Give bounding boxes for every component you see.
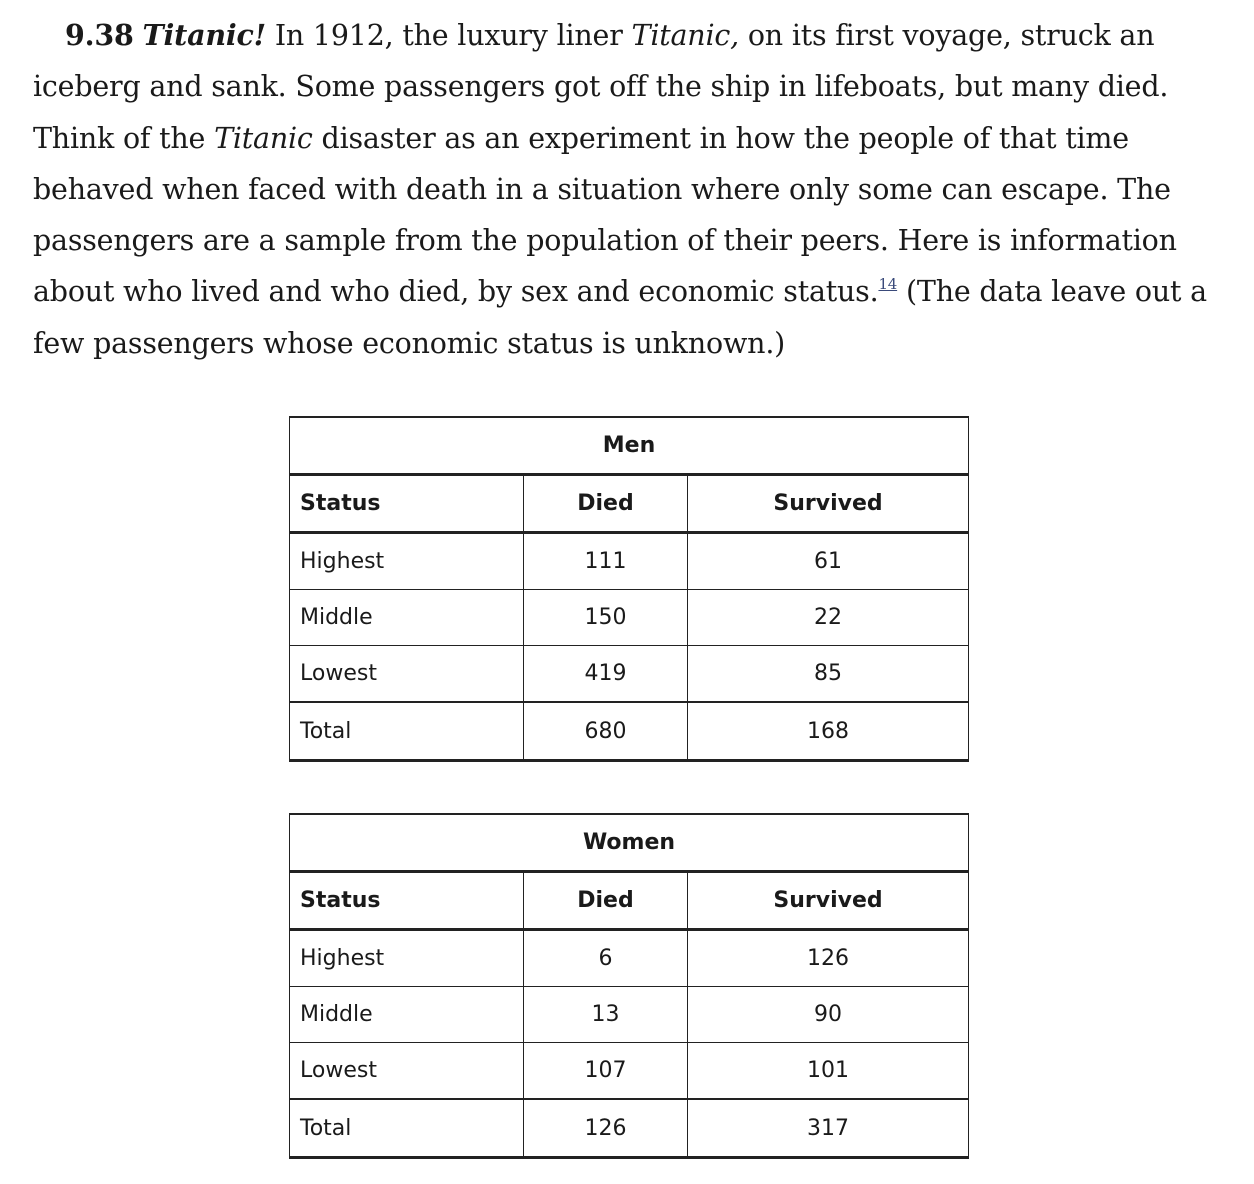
survived-cell: 61 (688, 533, 969, 590)
table-row (290, 930, 969, 987)
table-header-row (290, 475, 969, 533)
problem-text-segment: disaster as an experiment in how the people of that time behaved when faced with death in a situation where only some can escape. The passengers are a sample from the population of their peers. Here is information about who lived and who died, by sex and economic status. (33, 121, 1177, 309)
survived-cell: 101 (688, 1043, 969, 1100)
problem-title: Titanic! (142, 18, 266, 52)
column-header-survived: Survived (688, 872, 969, 930)
table-row (290, 533, 969, 590)
ship-name: Titanic, (631, 19, 739, 52)
survived-cell: 126 (688, 930, 969, 987)
died-cell: 107 (524, 1043, 688, 1100)
died-cell: 13 (524, 987, 688, 1043)
problem-text (33, 10, 1229, 369)
table-row (290, 646, 969, 703)
column-header-died: Died (524, 475, 688, 533)
column-header-died: Died (524, 872, 688, 930)
survived-cell: 22 (688, 590, 969, 646)
status-cell: Lowest (290, 1043, 524, 1100)
table-row (290, 1043, 969, 1100)
survived-cell: 317 (688, 1099, 969, 1158)
column-header-survived: Survived (688, 475, 969, 533)
women-table (289, 813, 969, 1159)
died-cell: 111 (524, 533, 688, 590)
group-header: Women (290, 814, 969, 872)
status-cell: Total (290, 1099, 524, 1158)
table-row (290, 987, 969, 1043)
total-row (290, 1099, 969, 1158)
died-cell: 6 (524, 930, 688, 987)
problem-text-segment: (The data leave out a few passengers whose economic status is unknown.) (33, 275, 1207, 360)
men-table (289, 416, 969, 762)
status-cell: Middle (290, 590, 524, 646)
table-row (290, 590, 969, 646)
table-group-row (290, 417, 969, 475)
status-cell: Middle (290, 987, 524, 1043)
column-header-status: Status (290, 872, 524, 930)
footnote-link[interactable]: 14 (878, 275, 898, 294)
survived-cell: 168 (688, 702, 969, 761)
status-cell: Total (290, 702, 524, 761)
group-header: Men (290, 417, 969, 475)
died-cell: 680 (524, 702, 688, 761)
problem-number: 9.38 (65, 18, 134, 52)
problem-text-segment: on its first voyage, struck an iceberg and sank. Some passengers got off the ship in lifeboats, but many died. Think of the (33, 19, 1169, 155)
survived-cell: 90 (688, 987, 969, 1043)
table-header-row (290, 872, 969, 930)
status-cell: Lowest (290, 646, 524, 703)
problem-text-segment: In 1912, the luxury liner (265, 19, 632, 52)
died-cell: 150 (524, 590, 688, 646)
survived-cell: 85 (688, 646, 969, 703)
died-cell: 126 (524, 1099, 688, 1158)
status-cell: Highest (290, 930, 524, 987)
status-cell: Highest (290, 533, 524, 590)
ship-name: Titanic (214, 121, 313, 155)
column-header-status: Status (290, 475, 524, 533)
died-cell: 419 (524, 646, 688, 703)
table-group-row (290, 814, 969, 872)
total-row (290, 702, 969, 761)
